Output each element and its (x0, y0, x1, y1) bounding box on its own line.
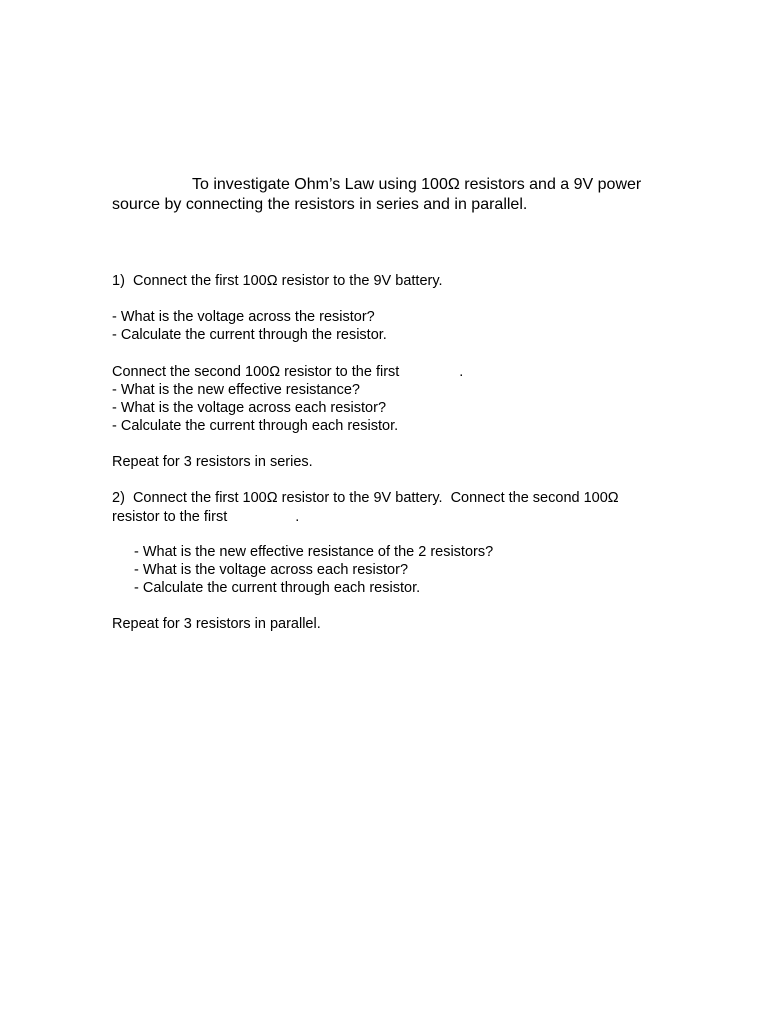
part2-step-cont-text: resistor to the first (112, 509, 228, 525)
part2-question-current: - Calculate the current through each resistor. (134, 580, 421, 596)
part2-step-continued (112, 508, 299, 526)
part1-repeat: Repeat for 3 resistors in series. (112, 454, 313, 470)
part2-question-voltage: - What is the voltage across each resistor? (134, 562, 409, 578)
part2-step-cont-end: . (295, 509, 300, 525)
part1-question-voltage: - What is the voltage across the resistor? (112, 309, 375, 325)
aim-paragraph (112, 175, 672, 214)
part1-question-each-voltage: - What is the voltage across each resistor? (112, 400, 387, 416)
part1-question-each-current: - Calculate the current through each resistor. (112, 418, 399, 434)
part2-step: 2) Connect the first 100Ω resistor to the 9V battery. Connect the second 100Ω (112, 490, 619, 506)
part1-question-resistance: - What is the new effective resistance? (112, 382, 360, 398)
connect-second-text: Connect the second 100Ω resistor to the first (112, 364, 400, 380)
part1-question-current: - Calculate the current through the resistor. (112, 327, 387, 343)
part2-question-resistance: - What is the new effective resistance of the 2 resistors? (134, 544, 494, 560)
aim-text: To investigate Ohm’s Law using 100Ω resistors and a 9V power source by connecting the resistors in series and in parallel. (112, 176, 642, 213)
part1-step: 1) Connect the first 100Ω resistor to the 9V battery. (112, 273, 443, 289)
part1-connect-second (112, 363, 463, 381)
part2-repeat: Repeat for 3 resistors in parallel. (112, 616, 321, 632)
connect-second-end: . (459, 364, 464, 380)
